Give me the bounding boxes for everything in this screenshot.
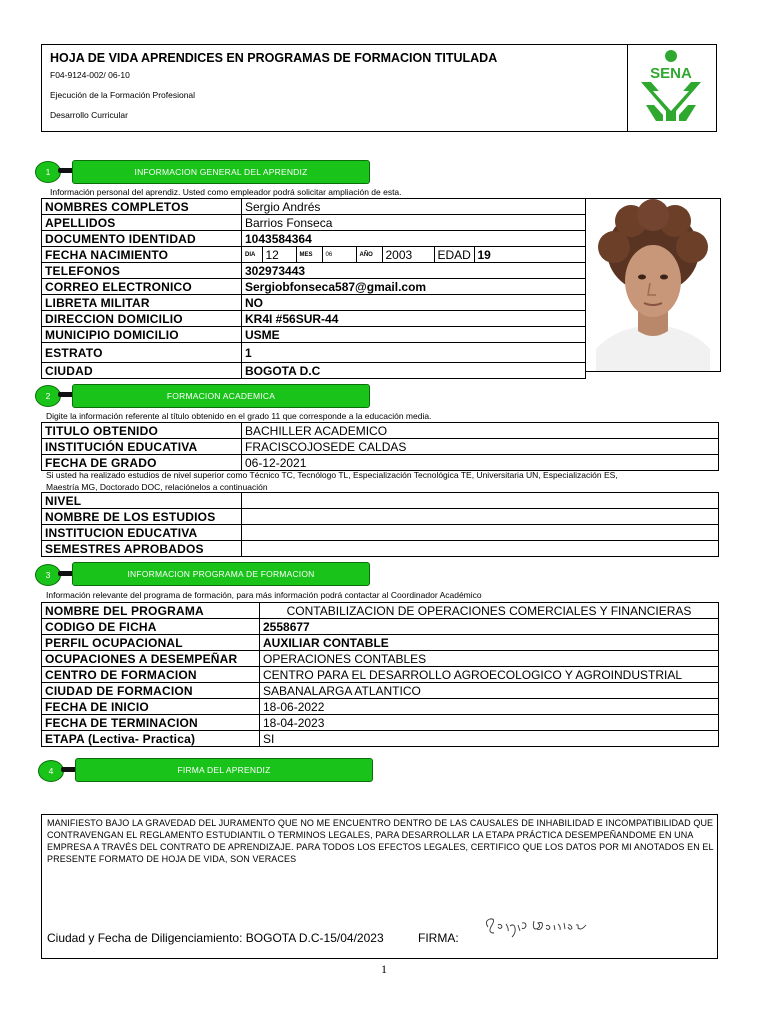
ocupaciones-value: OPERACIONES CONTABLES [260, 651, 719, 667]
ficha-value: 2558677 [260, 619, 719, 635]
section-3-note: Información relevante del programa de formación, para más información podrá contactar al Coordinador Académico [46, 590, 482, 600]
centro-value: CENTRO PARA EL DESARROLLO AGROECOLOGICO Y AGROINDUSTRIAL [260, 667, 719, 683]
ciudad-fecha: Ciudad y Fecha de Diligenciamiento: BOGOTA D.C-15/04/2023 [47, 931, 384, 945]
declaration-box [41, 814, 718, 959]
nivel-value[interactable] [242, 493, 719, 509]
municipio-label: MUNICIPIO DOMICILIO [42, 327, 242, 343]
program-table [41, 602, 719, 747]
section-2-title: FORMACION ACADEMICA [166, 391, 276, 401]
header-line-2: Desarrollo Curricular [50, 110, 128, 120]
fecha-nacimiento-subtable [242, 247, 586, 262]
nombres-label: NOMBRES COMPLETOS [42, 199, 242, 215]
form-header [41, 44, 717, 132]
apellidos-label: APELLIDOS [42, 215, 242, 231]
institucion2-label: INSTITUCION EDUCATIVA [42, 525, 242, 541]
academic-table [41, 422, 719, 471]
firma-label: FIRMA: [418, 931, 459, 945]
section-1-note: Información personal del aprendiz. Usted como empleador podrá solicitar ampliación de esta. [50, 187, 402, 197]
documento-label: DOCUMENTO IDENTIDAD [42, 231, 242, 247]
ano-value: 2003 [382, 247, 434, 262]
apellidos-value: Barrios Fonseca [242, 215, 586, 231]
section-2-banner [72, 384, 370, 408]
terminacion-label: FECHA DE TERMINACION [42, 715, 260, 731]
section-4-title: FIRMA DEL APRENDIZ [177, 765, 271, 775]
edad-value: 19 [474, 247, 586, 262]
section-2-note: Digite la información referente al título obtenido en el grado 11 que corresponde a la educación media. [46, 411, 432, 421]
page-number: 1 [381, 962, 387, 976]
sena-logo [627, 45, 716, 131]
dia-value: 12 [262, 247, 296, 262]
section-1-banner [72, 160, 370, 184]
fecha-grado-value: 06-12-2021 [242, 455, 719, 471]
form-title: HOJA DE VIDA APRENDICES EN PROGRAMAS DE FORMACION TITULADA [50, 51, 498, 65]
higher-studies-table [41, 492, 719, 557]
institucion-label: INSTITUCIÓN EDUCATIVA [42, 439, 242, 455]
perfil-label: PERFIL OCUPACIONAL [42, 635, 260, 651]
fecha-grado-label: FECHA DE GRADO [42, 455, 242, 471]
correo-label: CORREO ELECTRONICO [42, 279, 242, 295]
institucion2-value[interactable] [242, 525, 719, 541]
fecha-nacimiento-label: FECHA NACIMIENTO [42, 247, 242, 263]
inicio-label: FECHA DE INICIO [42, 699, 260, 715]
etapa-value: SI [260, 731, 719, 747]
section-3-title: INFORMACION PROGRAMA DE FORMACION [127, 569, 315, 579]
nombres-value: Sergio Andrés [242, 199, 586, 215]
applicant-photo [585, 198, 721, 372]
programa-label: NOMBRE DEL PROGRAMA [42, 603, 260, 619]
etapa-label: ETAPA (Lectiva- Practica) [42, 731, 260, 747]
edad-label: EDAD [434, 247, 474, 262]
mes-value: 06 [322, 247, 356, 262]
ciudad-label: CIUDAD [42, 363, 242, 379]
header-line-1: Ejecución de la Formación Profesional [50, 90, 196, 100]
nombre-estudios-label: NOMBRE DE LOS ESTUDIOS [42, 509, 242, 525]
mes-label: MES [296, 247, 322, 262]
estrato-value: 1 [242, 343, 586, 363]
telefonos-label: TELEFONOS [42, 263, 242, 279]
fecha-nacimiento-cell [242, 247, 586, 263]
nombre-estudios-value[interactable] [242, 509, 719, 525]
telefonos-value: 302973443 [242, 263, 586, 279]
estrato-label: ESTRATO [42, 343, 242, 363]
ciudad-formacion-value: SABANALARGA ATLANTICO [260, 683, 719, 699]
section-4-number: 4 [38, 760, 64, 782]
form-code: F04-9124-002/ 06-10 [50, 70, 130, 80]
section-3-number: 3 [35, 564, 61, 586]
nivel-label: NIVEL [42, 493, 242, 509]
municipio-value: USME [242, 327, 586, 343]
semestres-label: SEMESTRES APROBADOS [42, 541, 242, 557]
section-3-banner [72, 562, 370, 586]
programa-value: CONTABILIZACION DE OPERACIONES COMERCIALES Y FINANCIERAS [260, 603, 719, 619]
inicio-value: 18-06-2022 [260, 699, 719, 715]
ciudad-formacion-label: CIUDAD DE FORMACION [42, 683, 260, 699]
titulo-value: BACHILLER ACADEMICO [242, 423, 719, 439]
titulo-label: TITULO OBTENIDO [42, 423, 242, 439]
ciudad-value: BOGOTA D.C [242, 363, 586, 379]
centro-label: CENTRO DE FORMACION [42, 667, 260, 683]
ficha-label: CODIGO DE FICHA [42, 619, 260, 635]
direccion-label: DIRECCION DOMICILIO [42, 311, 242, 327]
dia-label: DIA [242, 247, 262, 262]
section-1-number: 1 [35, 161, 61, 183]
libreta-value: NO [242, 295, 586, 311]
correo-value: Sergiobfonseca587@gmail.com [242, 279, 586, 295]
documento-value: 1043584364 [242, 231, 586, 247]
terminacion-value: 18-04-2023 [260, 715, 719, 731]
svg-text:SENA: SENA [650, 65, 692, 82]
institucion-value: FRACISCOJOSEDE CALDAS [242, 439, 719, 455]
direccion-value: KR4I #56SUR-44 [242, 311, 586, 327]
section-2-note-2a: Si usted ha realizado estudios de nivel superior como Técnico TC, Tecnólogo TL, Especialización Tecnológica TE, Universitaria UN, Especialización ES, [46, 470, 618, 480]
semestres-value[interactable] [242, 541, 719, 557]
libreta-label: LIBRETA MILITAR [42, 295, 242, 311]
ano-label: AÑO [356, 247, 382, 262]
section-2-number: 2 [35, 385, 61, 407]
section-2-note-2b: Maestría MG, Doctorado DOC, relaciónelos a continuación [46, 482, 268, 492]
personal-info-table [41, 198, 586, 379]
perfil-value: AUXILIAR CONTABLE [260, 635, 719, 651]
ocupaciones-label: OCUPACIONES A DESEMPEÑAR [42, 651, 260, 667]
signature [482, 913, 592, 944]
section-4-banner [75, 758, 373, 782]
section-1-title: INFORMACION GENERAL DEL APRENDIZ [134, 167, 308, 177]
declaration-text: MANIFIESTO BAJO LA GRAVEDAD DEL JURAMENTO QUE NO ME ENCUENTRO DENTRO DE LAS CAUSALES DE INHABILIDAD E INCOMPATIBILIDAD QUE CONTRAVENGAN EL REGLAMENTO ESTUDIANTIL O TERMINOS LEGALES, PARA DESARROLLAR LA ETAPA PRÁCTICA DESEMPEÑANDOME EN UNA EMPRESA A TRAVÉS DEL CONTRATO DE APRENDIZAJE. PARA TODOS LOS EFECTOS LEGALES, CERTIFICO QUE LOS DATOS POR MI ANOTADOS EN EL PRESENTE FORMATO DE HOJA DE VIDA, SON VERACES [47, 818, 714, 864]
